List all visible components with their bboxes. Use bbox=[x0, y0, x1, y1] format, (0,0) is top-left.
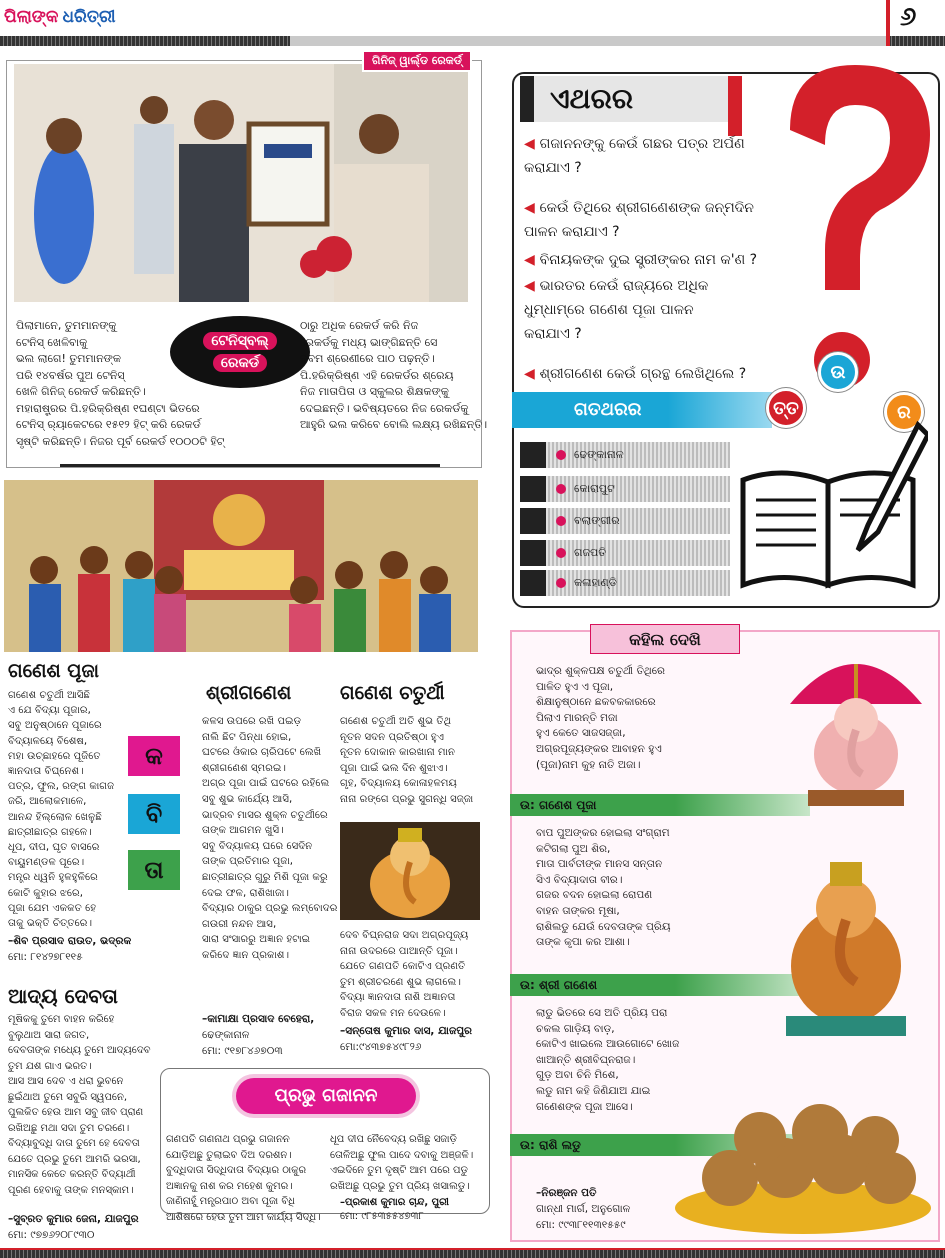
header-rule-light bbox=[290, 36, 890, 46]
quiz-red-bar bbox=[728, 76, 742, 136]
kids-photo-illustration bbox=[4, 480, 478, 652]
article-col1: ପିଲାମାନେ, ତୁମମାନଙ୍କୁ ଟେନିସ୍ ଖେଳିବାକୁ ଭଲ ଲାଗେ! ତୁମମାନଙ୍କ ପରି ୧୪ବର୍ଷର ପୁଅ ଟେନିସ୍ ଖେଳି ଗିନିଜ୍ ରେକର୍ଡ କରିଛନ୍ତି। ମହାରାଷ୍ଟ୍ରର ପି.ହରିକ୍ରିଷ୍ଣ ୧ଘଣ୍ଟା ଭିତରେ ଟେନିସ୍ ର‍୍ୟାକେଟରେ ୧୫୧୨ ହିଟ୍ କରି ରେକର୍ଡ ସୃଷ୍ଟି କରିଛନ୍ତି। ନିଜର ପୂର୍ବ ରେକର୍ଡ ୧୦୦୦ଟି ହିଟ୍ bbox=[16, 319, 225, 448]
poem-body-ganesh-chaturthi: ଗଣେଶ ଚତୁର୍ଥୀ ଅତି ଶୁଭ ତିଥି ନୂତନ ସଦନ ପ୍ରତିଷ୍ଠା ହୁଏ ନୂତନ ଦୋକାନ କାରଖାନା ମାନ ପୂଜା ପାଇଁ ଭଲ ଦିନ ଶୁଝାଏ। ଗୃହ, ବିଦ୍ୟାଳୟ କୋଳାହଳମୟ ନାନା ରଙ୍ଗେ ପ୍ରଭୁ ସୁଗନ୍ଧି ସଜ୍ଜା bbox=[340, 716, 474, 805]
poem-phone-ganesh-chaturthi: ମୋ:୯୪୩୭୫୪୯୮୨୬ bbox=[340, 1041, 422, 1053]
poem-body-shriganesh: କଳସ ଉପରେ ରଖି ପଇଡ଼ ନାଲି ଛିଟ ପିନ୍ଧା ହୋଇ, ଘଟରେ ଓଁକାର ଚାରିପଟେ ଲେଖି ଶ୍ରୀଗଣେଶ ସ୍ମରଇ। ଅଗ୍ର ପୂଜା ପାଇଁ ଘଟରେ ରହିଲେ ସବୁ ଶୁଭ କାର୍ଯ୍ୟେ ଆସି, ଭାଦ୍ରବ ମାସର ଶୁକ୍ଳ ଚତୁର୍ଥୀରେ ତାଙ୍କ ଆଗମନ ଖୁସି। ସବୁ ବିଦ୍ୟାଳୟ ଘରେ ସେଦିନ ତାଙ୍କ ପ୍ରତିମାର ପୂଜା, ଛାତ୍ରୀଛାତ୍ର ଗୁରୁ ମିଶି ପୂଜା କରୁ ଦେଇ ଫଳ, ରାଶିଖାଜା। ବିଦ୍ୟାର ଠାକୁର ପ୍ରଭୁ ଲମ୍ବୋଦର ଗଉରୀ ନନ୍ଦନ ଆସ, ସାରା ସଂସାରରୁ ଅଜ୍ଞାନ ହଟାଇ କରିଦେ ଜ୍ଞାନ ପ୍ରକାଶ। bbox=[202, 716, 338, 961]
riddle-1-text: ଭାଦ୍ର ଶୁକ୍ଳପକ୍ଷ ଚତୁର୍ଥୀ ତିଥିରେ ପାଳିତ ହୁଏ ଏ ପୂଜା, ଶିକ୍ଷାନୁଷ୍ଠାନେ ଛକବକକାରରେ ପିଲାଏ ମାରନ୍ତି ମଜା ହୁଏ କେତେ ସାଜସଜ୍ଜା, ଅଗ୍ରପୂଜ୍ୟଙ୍କର ଆବାହନ ହୁଏ (ପୂଜା)ନାମ କୁହ ନାତି ଅଜା। bbox=[536, 665, 665, 771]
uttar-circle-2: ତ୍ତ bbox=[766, 388, 806, 428]
riddle-2-answer: ଉ: ଶ୍ରୀ ଗଣେଶ bbox=[510, 974, 810, 996]
masthead-logo bbox=[4, 2, 144, 32]
guinness-tag: ଗିନିଜ୍ ୱାର୍ଲ୍ଡ ରେକର୍ଡ୍ bbox=[362, 50, 472, 72]
poem-author-ganesh-puja: –ଶିବ ପ୍ରସାଦ ରାଉତ, ଭଦ୍ରକ bbox=[8, 935, 132, 947]
quiz-question-1: ◀ ଗଜାନନଙ୍କୁ କେଉଁ ଗଛର ପତ୍ର ଅର୍ପଣ କରାଯାଏ ? bbox=[524, 136, 745, 176]
kabita-letter-2: ବି bbox=[128, 794, 180, 834]
quiz-title-bar bbox=[520, 76, 534, 122]
poem-title-prabhu-gajanan: ପ୍ରଭୁ ଗଜାନନ bbox=[236, 1078, 416, 1114]
answer-row: ବଲାଙ୍ଗୀର bbox=[520, 508, 730, 534]
laddu-plate-image bbox=[670, 1098, 936, 1238]
poem-phone-ganesh-puja: ମୋ: ୮୧୪୨୭୮୧୧୫ bbox=[8, 951, 83, 963]
riddle-3-text: ଲାଡୁ ଭିତରେ ସେ ଅତି ପ୍ରିୟ ପରା ଚକଲ ଗାଡ଼ିୟ ବାଡ଼, କୋଟିଏ ଖାଇଲେ ଆଉଗୋଟେ ଖୋଜ ଖାଆନ୍ତି ଶ୍ରୀବିଘ୍ନରାଜ। ଗୁଡ଼ ଅବା ଚିନି ମିଶେ, ଲଡୁ ନାମ କହି ଜିଣିଯାଅ ଯାଇ ଗଣେଶଙ୍କ ପୂଜା ଆସେ। bbox=[536, 1007, 680, 1113]
kids-ganesh-photo bbox=[4, 480, 478, 652]
poem-title-adya-devata: ଆଦ୍ୟ ଦେବତା bbox=[8, 984, 118, 1008]
poem-author-prabhu-gajanan: –ପ୍ରକାଶ କୁମାର ଚାନ୍ଦ, ପୁରୀ bbox=[340, 1197, 449, 1208]
answer-row: କଳାହାଣ୍ଡି bbox=[520, 570, 730, 596]
article-title-line2: ରେକର୍ଡ bbox=[213, 354, 267, 372]
award-photo-illustration bbox=[14, 64, 468, 302]
answer-row: କୋରାପୁଟ bbox=[520, 476, 730, 502]
riddle-author: –ନିରଞ୍ଜନ ପତି bbox=[536, 1187, 597, 1199]
poem-title-ganesh-chaturthi: ଗଣେଶ ଚତୁର୍ଥୀ bbox=[340, 682, 445, 704]
poem-phone-adya-devata: ମୋ: ୯୭୭୬୨୦୮୯୩୦ bbox=[8, 1229, 95, 1241]
footer-rule bbox=[0, 1250, 945, 1258]
uttar-circle-3: ର bbox=[884, 392, 924, 432]
riddle-place: ଗାନ୍ଧୀ ମାର୍ଗ, ଅନୁଗୋଳ bbox=[536, 1203, 631, 1215]
quiz-question-5: ◀ ଶ୍ରୀଗଣେଶ କେଉଁ ଗ୍ରନ୍ଥ ଲେଖିଥିଲେ ? bbox=[524, 366, 747, 382]
poem-phone-prabhu-gajanan: ମୋ: ୯୮୫୩୫୫୪୭୩୮ bbox=[340, 1211, 424, 1222]
ganesh-umbrella-image bbox=[780, 634, 932, 810]
article-underline bbox=[60, 464, 440, 467]
poem-author-adya-devata: –ସୁବ୍ରତ କୁମାର ଜେନା, ଯାଜପୁର bbox=[8, 1213, 139, 1225]
article-col2: ଠାରୁ ଅଧିକ ରେକର୍ଡ କରି ନିଜ ରେକର୍ଡକୁ ମଧ୍ୟ ଭାଙ୍ଗିଛନ୍ତି ସେ ନବମ ଶ୍ରେଣୀରେ ପାଠ ପଢ଼ନ୍ତି। ପି.ହରିକ୍ରିଷ୍ଣ ଏହି ରେକର୍ଡର ଶ୍ରେୟ ନିଜ ମାତାପିତା ଓ ସ୍କୁଲର ଶିକ୍ଷକଙ୍କୁ ଦେଇଛନ୍ତି। ଭବିଷ୍ୟତରେ ନିଜ ରେକର୍ଡକୁ ଆହୁରି ଭଲ କରିବେ ବୋଲି ଲକ୍ଷ୍ୟ ରଖିଛନ୍ତି। bbox=[300, 319, 488, 431]
poem-author-shriganesh: –କାମାକ୍ଷା ପ୍ରସାଦ ବେହେରା, bbox=[202, 1013, 315, 1025]
quiz-question-2: ◀ କେଉଁ ତିଥିରେ ଶ୍ରୀଗଣେଶଙ୍କ ଜନ୍ମଦିନ ପାଳନ କରାଯାଏ ? bbox=[524, 200, 754, 240]
poem-author-ganesh-chaturthi: –ସନ୍ତୋଷ କୁମାର ଦାସ, ଯାଜପୁର bbox=[340, 1025, 473, 1037]
poem-body2-ganesh-chaturthi: ଦେବ ବିଘ୍ନରାଜ ସଦା ଅଗ୍ରପୂଜ୍ୟ ନାନା ଉଦରରେ ପାଆନ୍ତି ପୂଜା। ଯେତେ ଗଣପତି କୋଟିଏ ପ୍ରଣତି ତୁମ ଶ୍ରୀଚରଣେ ଶୁଭ ଲାଗଲେ। ବିଦ୍ୟା ଜ୍ଞାନଦାତା ନାଶି ଅଜ୍ଞାନତା ବିରାଜ ସକଳ ମନ ଦେଉଳେ। bbox=[340, 930, 469, 1019]
kabita-letter-1: କ bbox=[128, 736, 180, 776]
riddle-phone: ମୋ: ୯୯୩୮୧୧୩୧୫୫୯ bbox=[536, 1219, 626, 1231]
poem-phone-shriganesh: ମୋ: ୯୧୭୮୪୬୭୦୩ bbox=[202, 1045, 283, 1057]
riddle-3-answer: ଉ: ରାଶି ଲଡୁ bbox=[510, 1134, 810, 1156]
logo-part1: ପିଲାଙ୍କ bbox=[4, 7, 59, 27]
poem-col2-prabhu-gajanan: ଧୂପ ଦୀପ ନୈବେଦ୍ୟ ରଖିଛୁ ସଜାଡ଼ି ତୋଳିଅଛୁ ଫୁଲ ପାଦେ ଦବାକୁ ଅଞ୍ଜଳି। ଏଇଦିନେ ତୁମ ଦୃଷ୍ଟି ଆମ ପରେ ପଡୁ ରଖିଅଛୁ ପ୍ରଭୁ ତୁମ ପ୍ରିୟ ଖସାଲଡୁ। bbox=[330, 1134, 474, 1192]
award-photo bbox=[14, 64, 468, 302]
poem-title-shriganesh: ଶ୍ରୀଗଣେଶ bbox=[206, 682, 292, 704]
article-title-line1: ଟେନିସ୍‌ବଲ୍‌ bbox=[203, 332, 276, 350]
previous-answers-title: ଗତଥରର bbox=[512, 392, 772, 428]
poem-place-shriganesh: ଢେଙ୍କାନାଳ bbox=[202, 1029, 250, 1041]
quiz-question-3: ◀ ବିନାୟକଙ୍କ ଦୁଇ ସ୍ତ୍ରୀଙ୍କର ନାମ କ'ଣ ? bbox=[524, 252, 758, 268]
answer-row: ଗଜପତି bbox=[520, 540, 730, 566]
page-number: ୬ bbox=[900, 2, 917, 32]
poem-body-adya-devata: ମୂଷିକକୁ ତୁମେ ବାହନ କରିହେ ବୁଲୁଥାଅ ସାରା ଜଗତ, ଦେବତାଙ୍କ ମଧ୍ୟେ ତୁମେ ଆଦ୍ୟଦେବ ତୁମ ଯଶ ଗାଏ ଭରତ। ଆସ ଆସ ଦେବ ଏ ଧରା ଭୁବନେ ଛୁଇଁଥାଅ ତୁମେ ସବୁରି ସ୍ୱପନେ, ପୁଲକିତ ହେଉ ଆମ ସବୁ ଜୀବ ପ୍ରାଣ ରଖିଅଛୁ ମଥା ସଦା ତୁମ ଚରଣେ। ବିଦ୍ୟାବୁଦ୍ଧି ଦାତା ତୁମେ ହେ ଦେବତା ଯେତେ ପ୍ରଭୁ ତୁମେ ଆମରି ଭରସା, ମାନସିକ କେତେ କରନ୍ତି ବିଦ୍ୟାର୍ଥୀ ପୂରଣ ହେବାକୁ ତାଙ୍କ ମନସ୍କାମ। bbox=[8, 1014, 151, 1196]
riddle-title: କହିଲ ଦେଖି bbox=[590, 624, 740, 654]
kabita-letter-3: ତା bbox=[128, 850, 180, 890]
poem-col1-prabhu-gajanan: ଗଣପତି ଗଣନାଥ ପ୍ରଭୁ ଗଜାନନ ଯୋଡ଼ିଅଛୁ ତୁଲାଇବ ଦିଅ ଦରଶନ। ବୁଦ୍ଧିଦାତା ସିଦ୍ଧିଦାତା ବିଦ୍ୟାର ଠାକୁର ଅଜ୍ଞାନକୁ ନାଶ କର ମହେଶ କୁମର। ଜାଣିନାହୁଁ ମନ୍ତ୍ରପାଠ ଅବା ପୂଜା ବିଧି ଆଶିଷରେ ହେଉ ତୁମ ଆମ କାର୍ଯ୍ୟ ସିଦ୍ଧି। bbox=[166, 1134, 321, 1223]
poem-body-ganesh-puja: ଗଣେଶ ଚତୁର୍ଥୀ ଆସିଛି ଏ ଯେ ବିଦ୍ୟା ପୂଜାର, ସବୁ ଅନୁଷ୍ଠାନେ ପୂଜାରେ ବିଦ୍ୟାଳୟେ ବିଶେଷ, ମହା ଉଚ୍ଛାହରେ ପୂଜିତେ ଜ୍ଞାନଦାତା ବିଘ୍ନେଶ। ପତ୍ର, ଫୁଲ, ରଙ୍ଗ କାଗଜ ଜରି, ଆଲୋକମାଳେ, ଆନନ୍ଦ ହିଲ୍ଲୋଳ ଖେଳୁଛି ଛାତ୍ରୀଛାତ୍ର ଗହଳେ। ଧୂପ, ଦୀପ, ଘୃତ ବାସରେ ବାୟୁମଣ୍ଡଳ ପୂରେ। ମନ୍ତ୍ର ଧ୍ୱନି ହୁଳହୁଳିରେ କୋଟି କୁହାର ଝରେ, ପୂଜା ଯେମ ଏକକତ ହେ ତାକୁ ଭକ୍ତି ଚିତ୍ତରେ। bbox=[8, 690, 115, 930]
poem-title-ganesh-puja: ଗଣେଶ ପୂଜା bbox=[8, 660, 99, 682]
ganesh-statue-image bbox=[760, 846, 932, 1038]
quiz-title: ଏଥରର bbox=[520, 76, 740, 122]
question-mark-icon bbox=[770, 60, 940, 390]
uttar-circle-1: ଉ bbox=[818, 352, 858, 392]
logo-part2: ଧରିତ୍ରୀ bbox=[62, 7, 116, 27]
ganesh-idol-image bbox=[340, 822, 480, 920]
header-red-divider bbox=[886, 0, 890, 46]
answer-row: ଢେଙ୍କାନାଳ bbox=[520, 442, 730, 468]
quiz-question-4: ◀ ଭାରତର କେଉଁ ରାଜ୍ୟରେ ଅଧିକ ଧୁମ୍‌ଧାମ୍‌ରେ ଗଣେଶ ପୂଜା ପାଳନ କରାଯାଏ ? bbox=[524, 278, 709, 342]
book-pen-icon bbox=[738, 420, 928, 590]
riddle-2-text: ବାପ ପୁଅଙ୍କର ହୋଇଲା ସଂଗ୍ରାମ କଟିଗଲା ପୁଅ ଶିର, ମାତା ପାର୍ବତୀଙ୍କ ମାନସ ସନ୍ତାନ ସିଏ ବିଦ୍ୟାଦାତା ବୀର। ଗଜର ବଦନ ହୋଇଲା ରୋପଣ ବାହନ ତାଙ୍କର ମୂଷା, ରାଶିଲଡୁ ଯେଉଁ ଦେବତାଙ୍କ ପ୍ରିୟ ତାଙ୍କ କୃପା କର ଆଶା। bbox=[536, 827, 671, 949]
riddle-1-answer: ଉ: ଗଣେଶ ପୂଜା bbox=[510, 794, 810, 816]
